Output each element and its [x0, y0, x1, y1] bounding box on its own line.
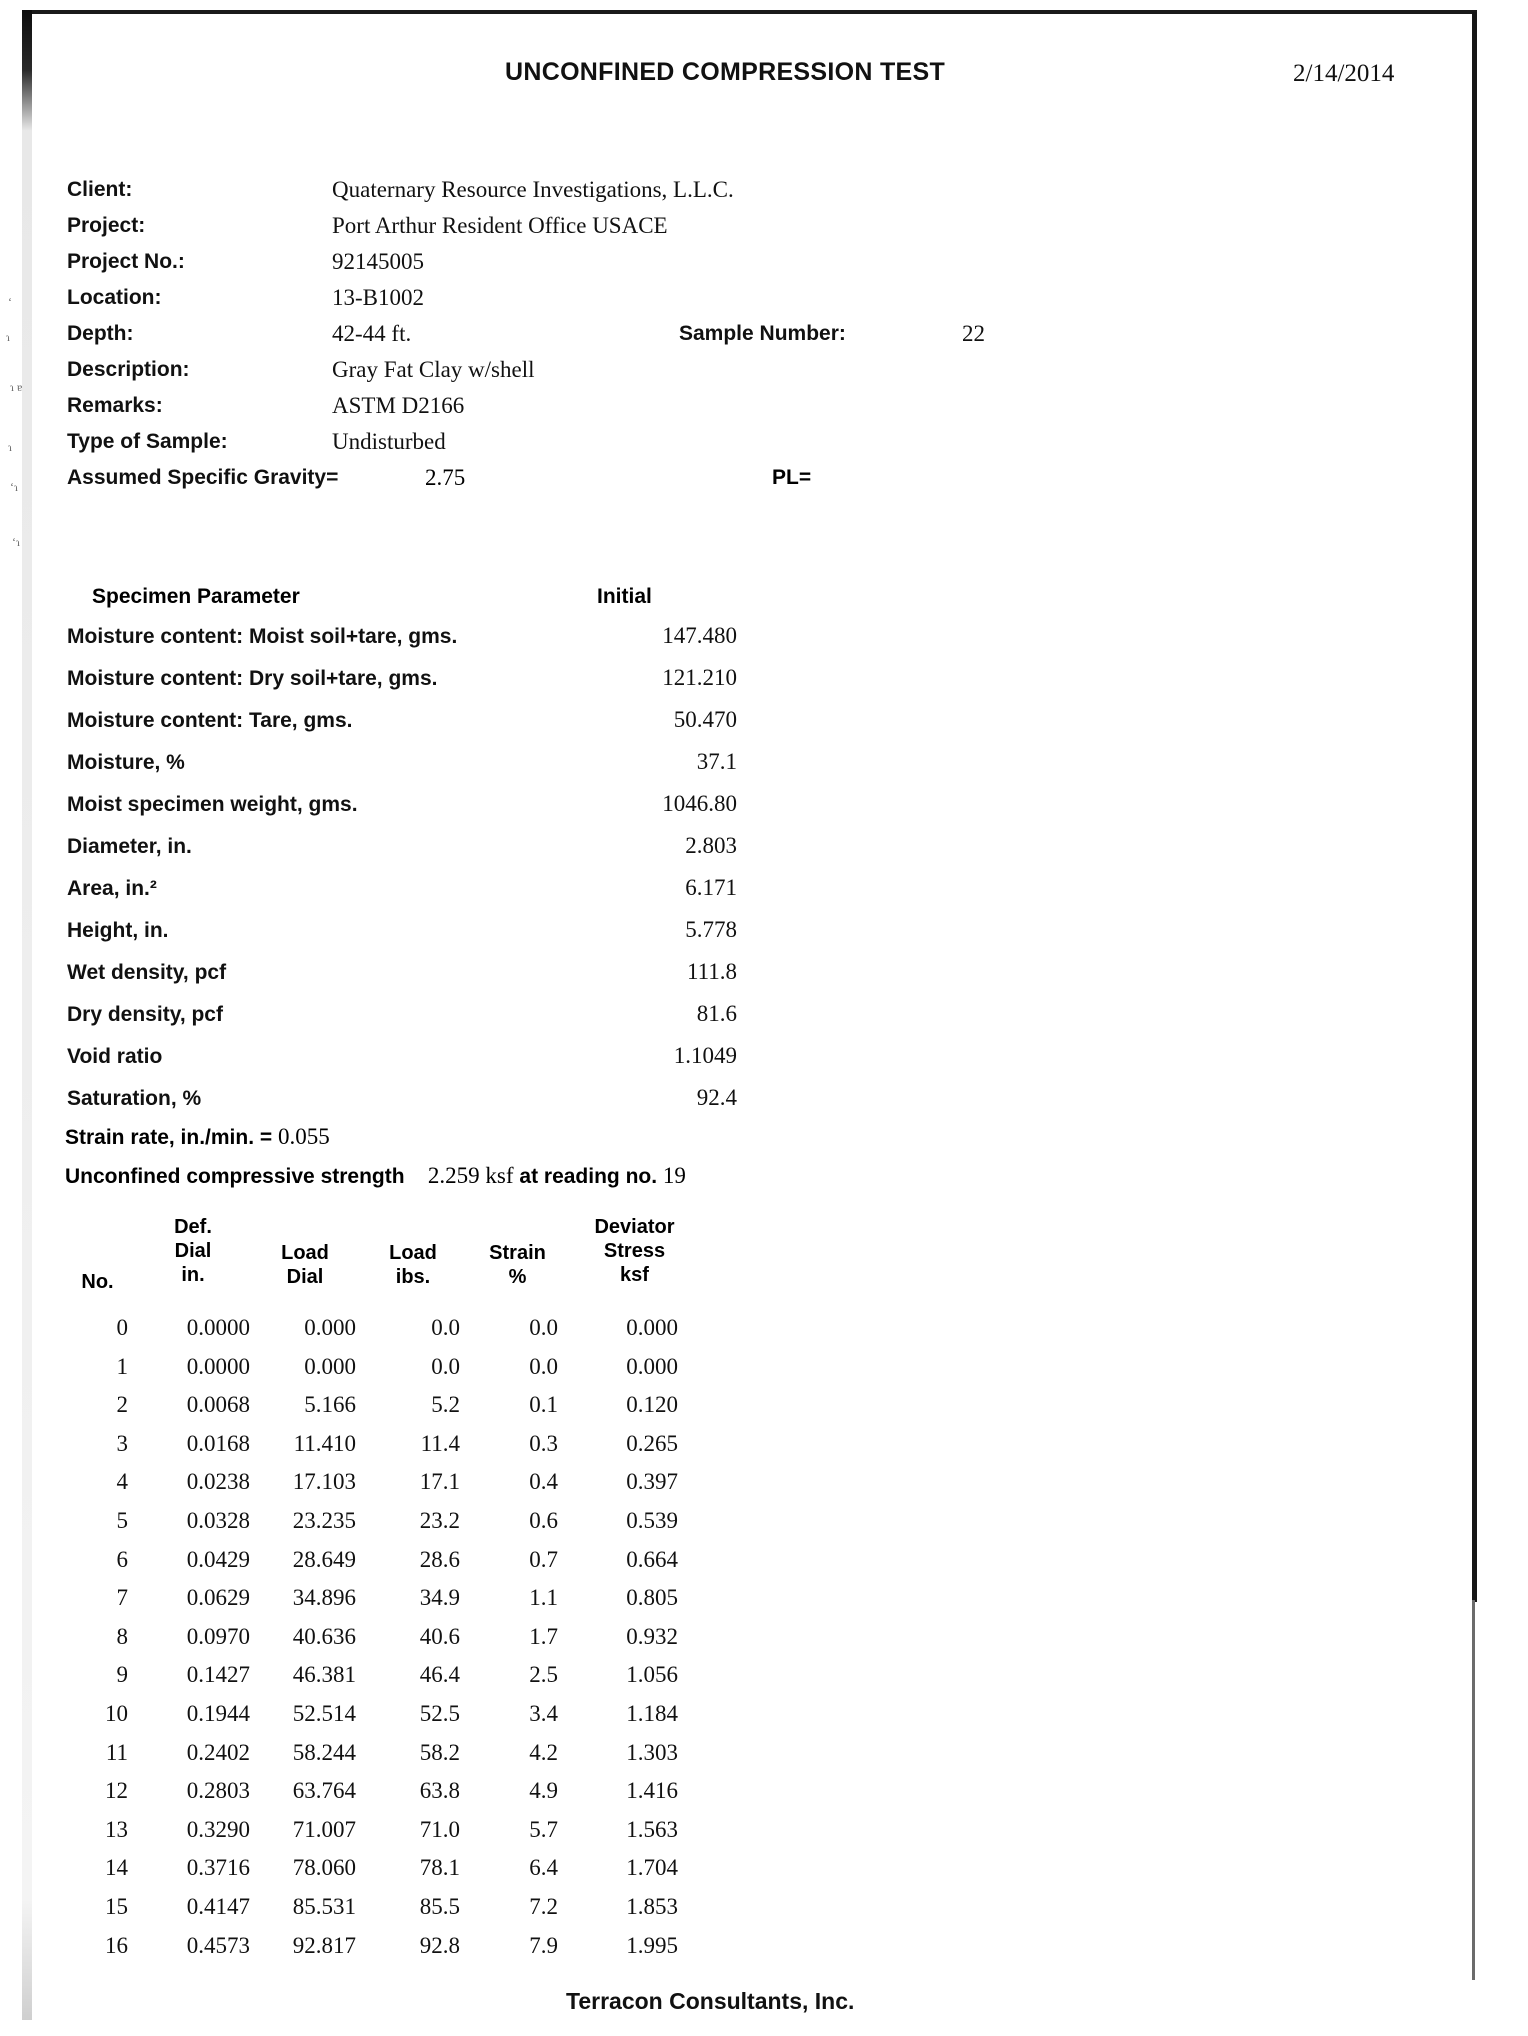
assumed-specific-gravity-label: Assumed Specific Gravity=: [67, 466, 339, 489]
info-value: Port Arthur Resident Office USACE: [332, 213, 668, 238]
column-header-line2: ibs.: [395, 1266, 431, 1288]
cell-no: 1: [116, 1353, 128, 1379]
cell-strain: 4.2: [529, 1739, 558, 1765]
cell-strain: 0.7: [529, 1546, 558, 1572]
scan-artifact: ʻɿ: [10, 480, 18, 494]
strain-rate-label: Strain rate, in./min. =: [65, 1126, 273, 1149]
cell-load-dial: 58.244: [292, 1739, 356, 1765]
cell-load-lbs: 78.1: [419, 1855, 460, 1881]
column-header-line1: Load: [281, 1242, 329, 1264]
cell-strain: 6.4: [529, 1855, 558, 1881]
cell-def-dial: 0.4573: [186, 1932, 250, 1958]
table-row: [60, 1855, 720, 1894]
cell-no: 4: [116, 1469, 128, 1495]
specimen-param-name: Wet density, pcf: [67, 961, 227, 984]
cell-no: 8: [116, 1623, 128, 1649]
cell-no: 9: [116, 1662, 128, 1688]
cell-def-dial: 0.3290: [186, 1816, 250, 1842]
cell-def-dial: 0.3716: [186, 1855, 250, 1881]
cell-def-dial: 0.0328: [186, 1507, 250, 1533]
cell-deviator-stress: 1.853: [626, 1893, 678, 1919]
cell-no: 15: [105, 1893, 128, 1919]
info-label: Project No.:: [67, 250, 185, 273]
cell-strain: 7.2: [529, 1893, 558, 1919]
info-row-depth: [67, 322, 1267, 358]
info-row-client: [67, 178, 1267, 214]
column-header-line2: Dial: [174, 1240, 212, 1262]
cell-deviator-stress: 1.563: [626, 1816, 678, 1842]
table-row: [60, 1624, 720, 1663]
ucs-reading-label: at reading no.: [519, 1165, 658, 1188]
readings-table: [60, 1215, 720, 1971]
cell-load-lbs: 28.6: [419, 1546, 460, 1572]
cell-def-dial: 0.0168: [186, 1430, 250, 1456]
info-value: ASTM D2166: [332, 393, 465, 418]
report-date: 2/14/2014: [1293, 60, 1395, 87]
cell-deviator-stress: 0.000: [626, 1315, 678, 1340]
cell-load-lbs: 46.4: [419, 1662, 460, 1688]
cell-deviator-stress: 0.120: [626, 1392, 678, 1418]
cell-no: 0: [116, 1315, 128, 1340]
cell-deviator-stress: 0.397: [626, 1469, 678, 1495]
cell-load-lbs: 23.2: [419, 1507, 460, 1533]
cell-deviator-stress: 0.932: [626, 1623, 678, 1649]
cell-load-dial: 46.381: [292, 1662, 356, 1688]
info-label: Location:: [67, 286, 162, 309]
page-title: UNCONFINED COMPRESSION TEST: [505, 58, 946, 86]
sample-number-value: 22: [962, 321, 985, 346]
cell-deviator-stress: 1.056: [626, 1662, 678, 1688]
cell-no: 10: [105, 1700, 128, 1726]
table-row: [60, 1662, 720, 1701]
ucs-label: Unconfined compressive strength: [65, 1165, 405, 1188]
cell-deviator-stress: 0.539: [626, 1507, 678, 1533]
cell-load-dial: 40.636: [292, 1623, 356, 1649]
cell-def-dial: 0.0000: [186, 1315, 250, 1340]
cell-strain: 0.4: [529, 1469, 558, 1495]
specimen-param-name: Diameter, in.: [67, 835, 192, 858]
specimen-param-name: Moisture content: Dry soil+tare, gms.: [67, 667, 438, 690]
readings-table-header: [60, 1215, 720, 1315]
cell-strain: 2.5: [529, 1662, 558, 1688]
table-row: [60, 1469, 720, 1508]
strain-rate-value: 0.055: [277, 1124, 330, 1149]
cell-strain: 0.0: [529, 1315, 558, 1340]
cell-load-lbs: 0.0: [431, 1315, 460, 1340]
cell-load-lbs: 63.8: [419, 1778, 460, 1804]
specimen-parameter-table: [67, 585, 767, 1129]
column-header-line3: in.: [181, 1264, 205, 1286]
column-header-parameter: Specimen Parameter: [92, 585, 300, 608]
cell-load-dial: 11.410: [293, 1430, 356, 1456]
cell-no: 14: [105, 1855, 128, 1881]
column-header-line1: Def.: [174, 1216, 212, 1238]
info-value: 42-44 ft.: [332, 321, 412, 346]
cell-strain: 4.9: [529, 1778, 558, 1804]
cell-deviator-stress: 0.805: [626, 1585, 678, 1611]
column-header-line2: Stress: [603, 1240, 666, 1262]
info-value: Quaternary Resource Investigations, L.L.C.: [332, 177, 734, 202]
cell-load-lbs: 0.0: [431, 1353, 460, 1379]
sample-number-label: Sample Number:: [679, 322, 846, 345]
column-header-line2: Dial: [286, 1266, 324, 1288]
specimen-param-value: 5.778: [685, 917, 737, 942]
specimen-param-name: Moisture content: Moist soil+tare, gms.: [67, 625, 458, 648]
table-row: [60, 1817, 720, 1856]
table-row: [60, 1933, 720, 1972]
cell-strain: 1.7: [529, 1623, 558, 1649]
cell-no: 2: [116, 1392, 128, 1418]
table-row: [60, 1315, 720, 1354]
cell-load-lbs: 52.5: [419, 1700, 460, 1726]
cell-strain: 0.3: [529, 1430, 558, 1456]
cell-def-dial: 0.0000: [186, 1353, 250, 1379]
cell-load-lbs: 5.2: [431, 1392, 460, 1418]
info-label: Project:: [67, 214, 146, 237]
table-row: [60, 1585, 720, 1624]
table-row: [60, 1547, 720, 1586]
cell-def-dial: 0.4147: [186, 1893, 250, 1919]
cell-load-dial: 34.896: [292, 1585, 356, 1611]
column-header-load-dial: [250, 1241, 360, 1289]
column-header-deviator-stress: [572, 1215, 697, 1287]
table-row: [67, 751, 767, 793]
table-row: [60, 1431, 720, 1470]
table-row: [67, 1087, 767, 1129]
table-row: [67, 877, 767, 919]
cell-load-dial: 23.235: [292, 1507, 356, 1533]
column-header-load-lbs: [363, 1241, 463, 1289]
cell-strain: 3.4: [529, 1700, 558, 1726]
cell-strain: 7.9: [529, 1932, 558, 1958]
table-row: [67, 1003, 767, 1045]
specimen-param-value: 147.480: [662, 623, 737, 648]
cell-deviator-stress: 1.303: [626, 1739, 678, 1765]
table-row: [60, 1508, 720, 1547]
specimen-param-value: 6.171: [685, 875, 737, 900]
table-row: [67, 919, 767, 961]
specimen-param-value: 111.8: [686, 959, 737, 984]
cell-load-lbs: 40.6: [419, 1623, 460, 1649]
specimen-param-value: 1046.80: [662, 791, 737, 816]
cell-deviator-stress: 1.416: [626, 1778, 678, 1804]
specimen-param-name: Moisture content: Tare, gms.: [67, 709, 353, 732]
cell-def-dial: 0.1427: [186, 1662, 250, 1688]
specimen-param-name: Dry density, pcf: [67, 1003, 223, 1026]
cell-def-dial: 0.0429: [186, 1546, 250, 1572]
cell-strain: 1.1: [529, 1585, 558, 1611]
info-label: Remarks:: [67, 394, 163, 417]
cell-deviator-stress: 0.265: [626, 1430, 678, 1456]
ucs-line: [65, 1163, 686, 1189]
info-label: Type of Sample:: [67, 430, 228, 453]
cell-load-lbs: 85.5: [419, 1893, 460, 1919]
specimen-param-name: Area, in.²: [67, 877, 157, 900]
column-header-line1: Strain: [489, 1242, 546, 1264]
specimen-table-header: [67, 585, 767, 625]
strain-rate-line: [65, 1124, 330, 1150]
project-info-block: [67, 178, 1267, 510]
cell-load-dial: 17.103: [292, 1469, 356, 1495]
footer-company: Terracon Consultants, Inc.: [566, 1988, 855, 2014]
cell-load-lbs: 58.2: [419, 1739, 460, 1765]
specimen-param-value: 2.803: [685, 833, 737, 858]
plastic-limit-label: PL=: [772, 466, 812, 489]
cell-def-dial: 0.0970: [186, 1623, 250, 1649]
specimen-param-value: 81.6: [696, 1001, 737, 1026]
specimen-param-value: 37.1: [696, 749, 737, 774]
cell-load-dial: 28.649: [292, 1546, 356, 1572]
column-header-line2: %: [508, 1266, 527, 1288]
specimen-param-name: Saturation, %: [67, 1087, 202, 1110]
table-row: [67, 961, 767, 1003]
info-row-project-no: [67, 250, 1267, 286]
cell-no: 13: [105, 1816, 128, 1842]
scan-artifact: ɿ: [6, 330, 10, 344]
cell-def-dial: 0.0068: [186, 1392, 250, 1418]
table-row: [60, 1778, 720, 1817]
info-row-project: [67, 214, 1267, 250]
specimen-param-value: 92.4: [696, 1085, 737, 1110]
cell-def-dial: 0.0629: [186, 1585, 250, 1611]
specimen-param-name: Moist specimen weight, gms.: [67, 793, 358, 816]
table-row: [67, 709, 767, 751]
cell-load-dial: 0.000: [304, 1353, 356, 1379]
cell-load-dial: 92.817: [292, 1932, 356, 1958]
cell-strain: 5.7: [529, 1816, 558, 1842]
cell-no: 16: [105, 1932, 128, 1958]
cell-load-dial: 78.060: [292, 1855, 356, 1881]
specimen-param-value: 121.210: [662, 665, 737, 690]
cell-load-dial: 5.166: [304, 1392, 356, 1418]
cell-load-lbs: 71.0: [419, 1816, 460, 1842]
cell-load-dial: 0.000: [304, 1315, 356, 1340]
cell-def-dial: 0.2803: [186, 1778, 250, 1804]
table-row: [60, 1392, 720, 1431]
cell-strain: 0.0: [529, 1353, 558, 1379]
cell-deviator-stress: 0.000: [626, 1353, 678, 1379]
column-header-line1: Load: [389, 1242, 437, 1264]
table-row: [60, 1354, 720, 1393]
info-row-remarks: [67, 394, 1267, 430]
cell-load-dial: 85.531: [292, 1893, 356, 1919]
cell-load-dial: 52.514: [292, 1700, 356, 1726]
info-value: Undisturbed: [332, 429, 446, 454]
cell-no: 3: [116, 1430, 128, 1456]
info-row-specific-gravity: [67, 466, 1267, 510]
cell-def-dial: 0.0238: [186, 1469, 250, 1495]
cell-no: 5: [116, 1507, 128, 1533]
ucs-value: 2.259 ksf: [427, 1163, 514, 1188]
scan-artifact: ɿ ɐ: [10, 380, 23, 394]
cell-load-lbs: 34.9: [419, 1585, 460, 1611]
cell-deviator-stress: 0.664: [626, 1546, 678, 1572]
scan-artifact: ʻɿ: [12, 535, 20, 549]
assumed-specific-gravity-value: 2.75: [425, 465, 466, 490]
column-header-initial: Initial: [597, 585, 652, 608]
specimen-param-value: 50.470: [673, 707, 737, 732]
cell-strain: 0.1: [529, 1392, 558, 1418]
cell-deviator-stress: 1.184: [626, 1700, 678, 1726]
specimen-param-name: Height, in.: [67, 919, 169, 942]
column-header-line1: Deviator: [594, 1216, 675, 1238]
cell-def-dial: 0.1944: [186, 1700, 250, 1726]
column-header-def-dial: [138, 1215, 248, 1287]
info-label: Depth:: [67, 322, 134, 345]
cell-def-dial: 0.2402: [186, 1739, 250, 1765]
cell-strain: 0.6: [529, 1507, 558, 1533]
info-label: Client:: [67, 178, 133, 201]
scan-artifact: ʻ: [8, 295, 12, 309]
info-value: 92145005: [332, 249, 424, 274]
scan-artifact: ɿ: [8, 440, 12, 454]
specimen-param-name: Moisture, %: [67, 751, 185, 774]
info-row-description: [67, 358, 1267, 394]
cell-no: 12: [105, 1778, 128, 1804]
info-row-type-of-sample: [67, 430, 1267, 466]
table-row: [67, 625, 767, 667]
cell-deviator-stress: 1.995: [626, 1932, 678, 1958]
cell-load-dial: 71.007: [292, 1816, 356, 1842]
table-row: [60, 1894, 720, 1933]
cell-load-lbs: 17.1: [419, 1469, 460, 1495]
cell-deviator-stress: 1.704: [626, 1855, 678, 1881]
info-value: Gray Fat Clay w/shell: [332, 357, 535, 382]
column-header-line3: ksf: [620, 1264, 649, 1286]
table-row: [67, 835, 767, 877]
cell-no: 6: [116, 1546, 128, 1572]
ucs-reading-value: 19: [662, 1163, 686, 1188]
cell-load-lbs: 92.8: [419, 1932, 460, 1958]
column-header-no: No.: [81, 1271, 114, 1293]
info-label: Description:: [67, 358, 190, 381]
cell-no: 7: [116, 1585, 128, 1611]
table-row: [67, 1045, 767, 1087]
info-value: 13-B1002: [332, 285, 424, 310]
table-row: [60, 1701, 720, 1740]
cell-load-dial: 63.764: [292, 1778, 356, 1804]
table-row: [67, 793, 767, 835]
info-row-location: [67, 286, 1267, 322]
table-row: [60, 1740, 720, 1779]
cell-load-lbs: 11.4: [420, 1430, 460, 1456]
table-row: [67, 667, 767, 709]
specimen-param-value: 1.1049: [673, 1043, 737, 1068]
specimen-param-name: Void ratio: [67, 1045, 163, 1068]
cell-no: 11: [105, 1739, 128, 1765]
column-header-strain: [465, 1241, 570, 1289]
